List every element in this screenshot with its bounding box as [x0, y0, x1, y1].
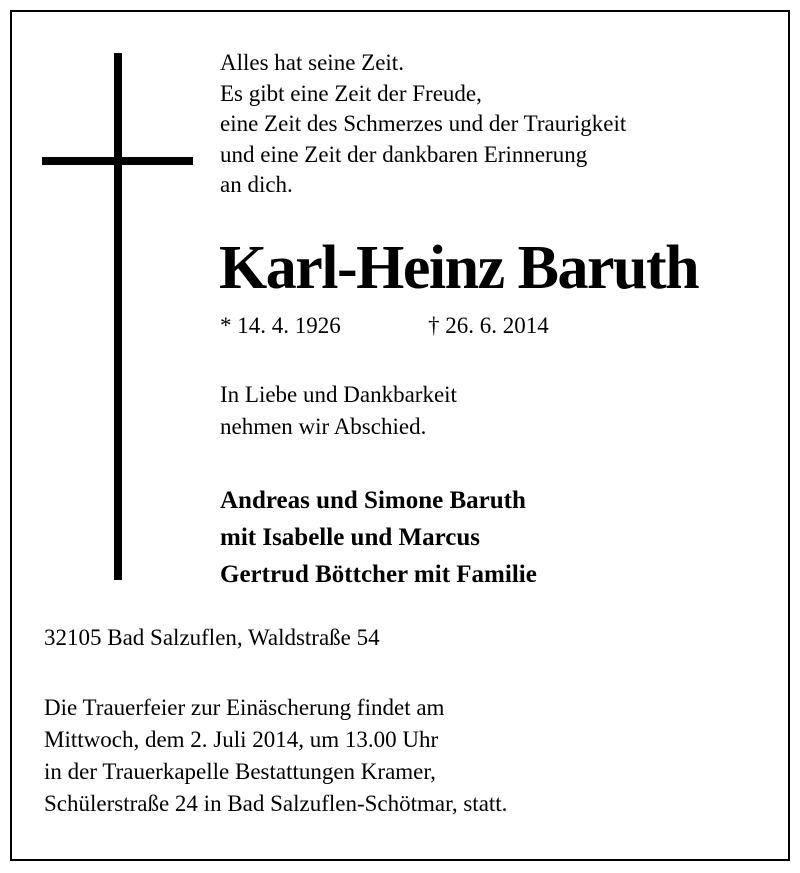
ceremony-line: Die Trauerfeier zur Einäscherung findet am	[44, 695, 445, 720]
deceased-name: Karl-Heinz Baruth	[219, 234, 699, 302]
farewell-text	[220, 379, 457, 443]
farewell-line: nehmen wir Abschied.	[220, 414, 427, 439]
mourners-list	[220, 482, 537, 593]
birth-date: * 14. 4. 1926	[220, 313, 341, 338]
mourner-line: Gertrud Böttcher mit Familie	[220, 561, 537, 588]
mourner-line: Andreas und Simone Baruth	[220, 487, 526, 514]
cross-vertical-bar	[114, 53, 122, 580]
cross-horizontal-bar	[42, 157, 193, 165]
verse-line: eine Zeit des Schmerzes und der Traurigkeit	[220, 111, 627, 136]
ceremony-line: Schülerstraße 24 in Bad Salzuflen-Schötmar, statt.	[44, 791, 508, 816]
family-address: 32105 Bad Salzuflen, Waldstraße 54	[44, 625, 380, 650]
ceremony-line: in der Trauerkapelle Bestattungen Kramer,	[44, 759, 436, 784]
ceremony-line: Mittwoch, dem 2. Juli 2014, um 13.00 Uhr	[44, 727, 439, 752]
memorial-verse	[220, 48, 626, 201]
death-date: † 26. 6. 2014	[428, 313, 549, 338]
verse-line: Alles hat seine Zeit.	[220, 50, 404, 75]
verse-line: und eine Zeit der dankbaren Erinnerung	[220, 141, 588, 167]
mourner-line: mit Isabelle und Marcus	[220, 524, 480, 551]
verse-line: an dich.	[220, 172, 293, 197]
farewell-line: In Liebe und Dankbarkeit	[220, 382, 457, 407]
life-dates	[220, 311, 549, 341]
ceremony-details	[44, 692, 507, 820]
verse-line: Es gibt eine Zeit der Freude,	[220, 80, 482, 106]
